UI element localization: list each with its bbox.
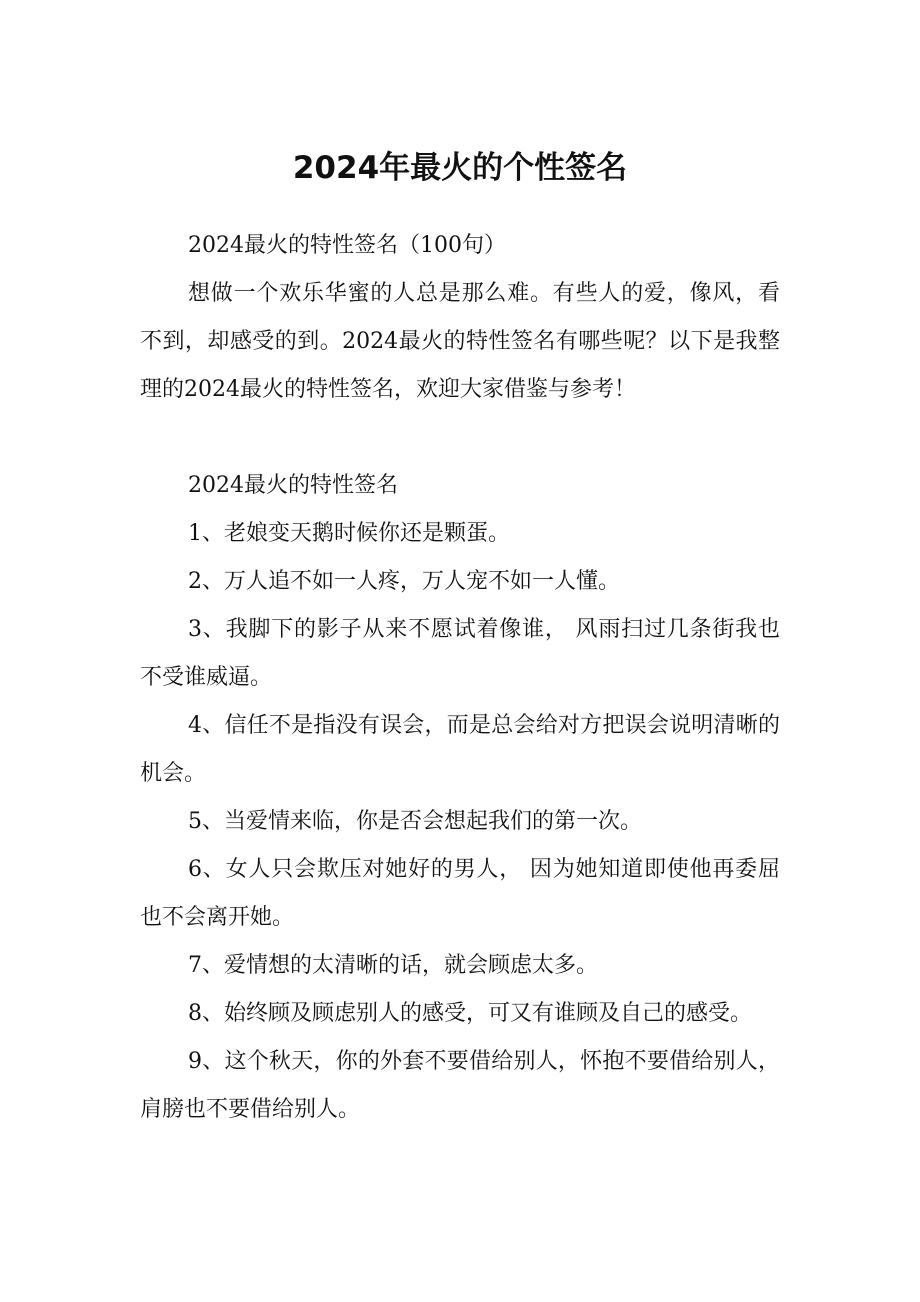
list-item: 7、爱情想的太清晰的话，就会顾虑太多。 [188,953,598,978]
document-title: 2024年最火的个性签名 [292,150,628,186]
subtitle-paragraph: 2024最火的特性签名（100句） [188,233,506,258]
intro-paragraph: 想做一个欢乐华蜜的人总是那么难。有些人的爱，像风，看不到，却感受的到。2024最火的特性签名有哪些呢？以下是我整理的2024最火的特性签名，欢迎大家借鉴与参考！ [140,281,780,402]
list-item: 6、女人只会欺压对她好的男人， 因为她知道即使他再委屈也不会离开她。 [140,857,780,930]
document-body [140,222,780,1134]
list-item: 5、当爱情来临，你是否会想起我们的第一次。 [188,809,642,834]
list-item: 4、信任不是指没有误会，而是总会给对方把误会说明清晰的机会。 [140,713,780,786]
list-item: 1、老娘变天鹅时候你还是颗蛋。 [188,521,510,546]
list-item: 8、始终顾及顾虑别人的感受，可又有谁顾及自己的感受。 [188,1001,752,1026]
blank-line [140,414,780,462]
list-item: 3、我脚下的影子从来不愿试着像谁， 风雨扫过几条街我也不受谁威逼。 [140,617,780,690]
list-item: 9、这个秋天，你的外套不要借给别人，怀抱不要借给别人，肩膀也不要借给别人。 [140,1049,780,1122]
section-heading: 2024最火的特性签名 [188,473,398,498]
list-item: 2、万人追不如一人疼，万人宠不如一人懂。 [188,569,620,594]
